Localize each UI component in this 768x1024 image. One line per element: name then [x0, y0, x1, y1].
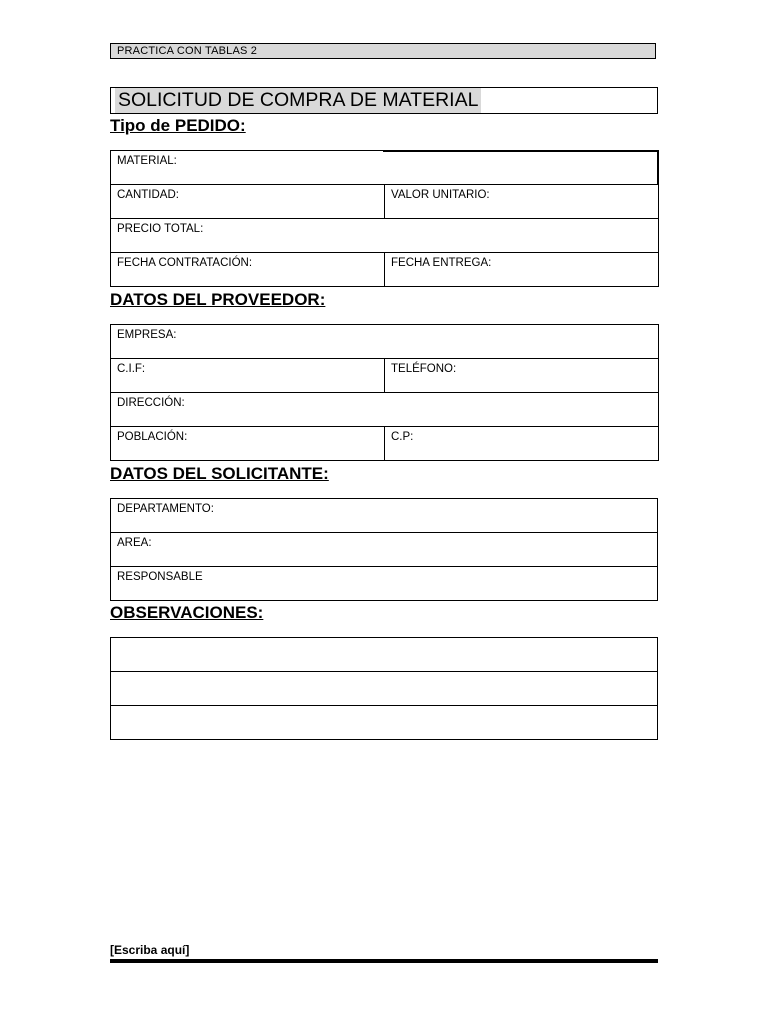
- label-cantidad: CANTIDAD:: [117, 189, 179, 201]
- header-text: PRACTICA CON TABLAS 2: [117, 45, 258, 57]
- document-title-box: [110, 87, 658, 114]
- table-observaciones: [110, 637, 658, 740]
- label-valor-unitario: VALOR UNITARIO:: [391, 189, 490, 201]
- label-empresa: EMPRESA:: [117, 329, 177, 341]
- label-cif: C.I.F:: [117, 363, 146, 375]
- label-departamento: DEPARTAMENTO:: [117, 503, 214, 515]
- footer-rule: [110, 959, 658, 963]
- field-fecha-entrega[interactable]: [385, 253, 659, 287]
- label-precio-total: PRECIO TOTAL:: [117, 223, 204, 235]
- section-heading-observaciones: OBSERVACIONES:: [110, 603, 264, 622]
- label-material: MATERIAL:: [117, 155, 177, 167]
- label-fecha-contratacion: FECHA CONTRATACIÓN:: [117, 257, 253, 269]
- field-material[interactable]: [111, 151, 659, 185]
- label-responsable: RESPONSABLE: [117, 571, 203, 583]
- table-pedido: [110, 150, 659, 287]
- observaciones-row[interactable]: [111, 706, 658, 740]
- field-departamento[interactable]: [111, 499, 658, 533]
- field-direccion[interactable]: [111, 393, 659, 427]
- section-heading-solicitante: DATOS DEL SOLICITANTE:: [110, 464, 329, 483]
- document-title: SOLICITUD DE COMPRA DE MATERIAL: [118, 89, 479, 111]
- table-solicitante: [110, 498, 658, 601]
- label-fecha-entrega: FECHA ENTREGA:: [391, 257, 492, 269]
- field-fecha-contratacion[interactable]: [111, 253, 385, 287]
- table-proveedor: [110, 324, 659, 461]
- section-heading-pedido: Tipo de PEDIDO:: [110, 116, 246, 135]
- observaciones-row[interactable]: [111, 672, 658, 706]
- field-telefono[interactable]: [385, 359, 659, 393]
- field-valor-unitario[interactable]: [385, 185, 659, 219]
- field-cif[interactable]: [111, 359, 385, 393]
- label-cp: C.P:: [391, 431, 414, 443]
- field-precio-total[interactable]: [111, 219, 659, 253]
- footer-placeholder[interactable]: [Escriba aquí]: [110, 943, 190, 957]
- field-responsable[interactable]: [111, 567, 658, 601]
- field-cantidad[interactable]: [111, 185, 385, 219]
- label-direccion: DIRECCIÓN:: [117, 397, 185, 409]
- field-cp[interactable]: [385, 427, 659, 461]
- section-heading-proveedor: DATOS DEL PROVEEDOR:: [110, 290, 326, 309]
- label-area: AREA:: [117, 537, 152, 549]
- field-empresa[interactable]: [111, 325, 659, 359]
- observaciones-row[interactable]: [111, 638, 658, 672]
- page-header: [110, 43, 656, 59]
- label-poblacion: POBLACIÓN:: [117, 431, 188, 443]
- label-telefono: TELÉFONO:: [391, 363, 457, 375]
- field-area[interactable]: [111, 533, 658, 567]
- field-poblacion[interactable]: [111, 427, 385, 461]
